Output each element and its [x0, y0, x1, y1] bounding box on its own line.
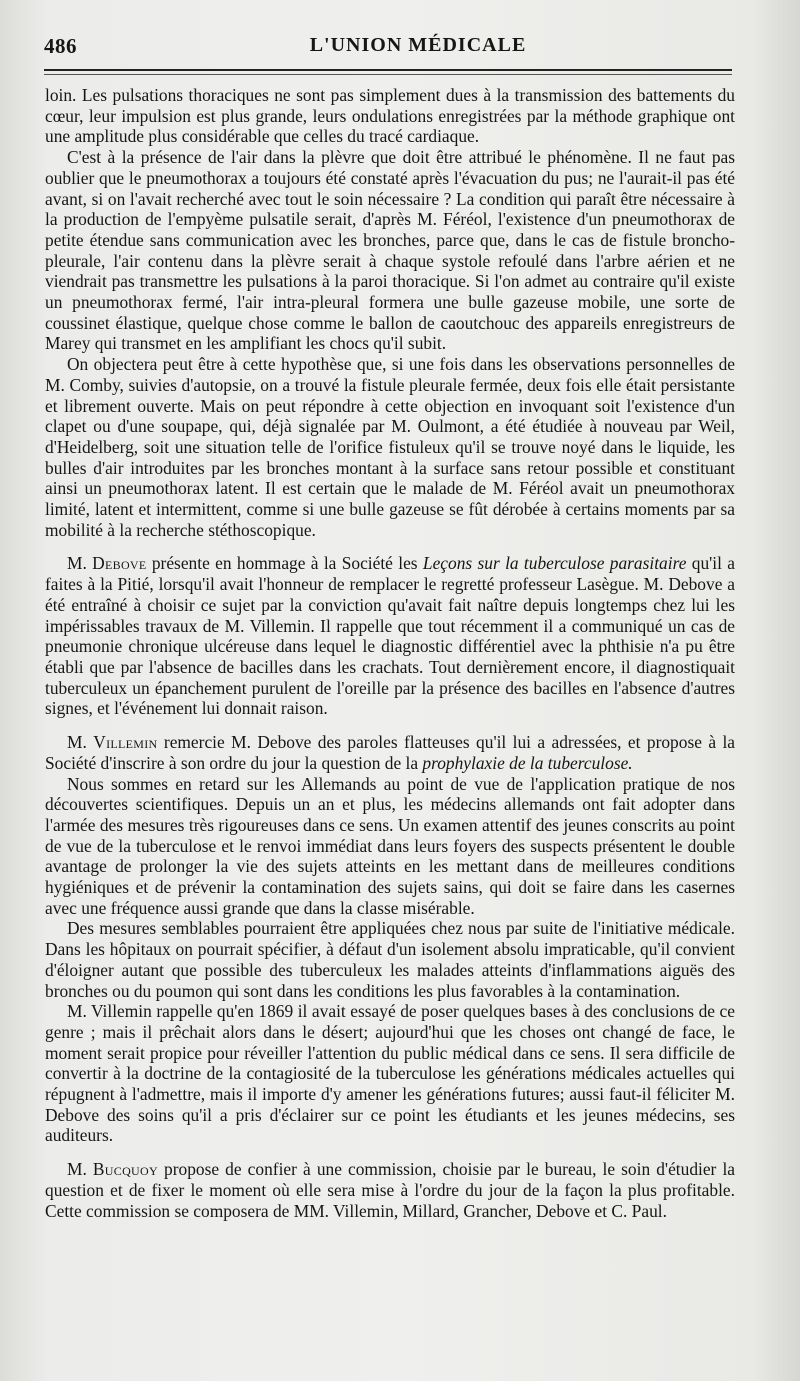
paragraph-1: loin. Les pulsations thoraciques ne sont pas simplement dues à la transmission des battements du cœur, leur impulsion est plus grande, leurs ondulations enregistrées par la méthode graphique ont une amplitude plus considérable que celles du tracé cardiaque.	[45, 85, 735, 147]
speaker-name-bucquoy: Bucquoy	[92, 1159, 158, 1180]
book-title: Leçons sur la tuberculose parasitaire	[422, 553, 687, 574]
paragraph-2: C'est à la présence de l'air dans la plèvre que doit être attribué le phénomène. Il ne faut pas oublier que le pneumothorax a toujours été constaté après l'évacuation du pus; ne l'aurait-il pas été avant, si on l'avait recherché avec tout le soin nécessaire ? La condition qui paraît être nécessaire à la production de l'empyème pulsatile serait, d'après M. Féréol, l'existence d'un pneumothorax de petite étendue sans communication avec les bronches, parce que, dans le cas de fistule broncho-pleurale, l'air contenu dans la plèvre serait à chaque systole refoulé dans l'arbre aérien et ne viendrait pas transmettre les pulsations à la paroi thoracique. Si l'on admet au contraire qu'il existe un pneumothorax fermé, l'air intra-pleural formera une bulle gazeuse mobile, une sorte de coussinet élastique, quelque chose comme le ballon de caoutchouc des appareils enregistreurs de Marey qui transmet en les amplifiant les chocs qu'il subit.	[45, 147, 735, 354]
running-title: L'UNION MÉDICALE	[309, 34, 527, 56]
page-header	[44, 34, 732, 62]
paragraph-debove: M. Debove présente en hommage à la Société les Leçons sur la tuberculose parasitaire qu'il a faites à la Pitié, lorsqu'il avait l'honneur de remplacer le regretté professeur Lasègue. M. Debove a été entraîné à choisir ce sujet par la conviction qu'avait fait naître depuis longtemps chez lui les impérissables travaux de M. Villemin. Il rappelle que tout récemment il a communiqué un cas de pneumonie chronique ulcéreuse dans lequel le diagnostic différentiel avec la phthisie n'a pu être établi que par l'absence de bacilles dans les crachats. Tout dernièrement encore, il diagnostiquait tuberculeux un épanchement purulent de l'oreille par la présence des bacilles en l'absence d'autres signes, et l'événement lui donnait raison.	[45, 553, 735, 719]
page-number: 486	[44, 34, 77, 58]
speaker-name-villemin: Villemin	[93, 732, 158, 753]
header-rule	[44, 69, 732, 75]
paragraph-8: M. Villemin rappelle qu'en 1869 il avait essayé de poser quelques bases à des conclusions de ce genre ; mais il prêchait alors dans le désert; aujourd'hui que les choses ont changé de face, le moment serait propice pour réveiller l'attention du public médical dans ce sens. Il sera difficile de convertir à la doctrine de la contagiosité de la tuberculose les générations médicales actuelles qui répugnent à l'admettre, mais il importe d'y amener les générations futures; aussi faut-il féliciter M. Debove des soins qu'il a pris d'éclairer sur ce point les étudiants et les jeunes médecins, ses auditeurs.	[45, 1001, 735, 1146]
proposed-topic: prophylaxie de la tuberculose.	[422, 752, 633, 773]
paragraph-villemin: M. Villemin remercie M. Debove des paroles flatteuses qu'il lui a adressées, et propose à la Société d'inscrire à son ordre du jour la question de la prophylaxie de la tuberculose.	[45, 732, 735, 773]
speaker-name-debove: Debove	[92, 553, 147, 574]
paragraph-7: Des mesures semblables pourraient être appliquées chez nous par suite de l'initiative médicale. Dans les hôpitaux on pourrait spécifier, à défaut d'un isolement absolu impraticable, qu'il convient d'éloigner autant que possible des tuberculeux les malades atteints d'inflammations aiguës des bronches ou du poumon qui sont dans les conditions les plus favorables à la contamination.	[45, 918, 735, 1001]
paragraph-bucquoy: M. Bucquoy propose de confier à une commission, choisie par le bureau, le soin d'étudier la question et de fixer le moment où elle sera mise à l'ordre du jour de la façon la plus profitable. Cette commission se composera de MM. Villemin, Millard, Grancher, Debove et C. Paul.	[45, 1159, 735, 1221]
paragraph-3: On objectera peut être à cette hypothèse que, si une fois dans les observations personnelles de M. Comby, suivies d'autopsie, on a trouvé la fistule pleurale fermée, deux fois elle était persistante et librement ouverte. Mais on peut répondre à cette objection en invoquant soit l'existence d'un clapet ou d'une soupape, qui, déjà signalée par M. Oulmont, a été étudiée à nouveau par Weil, d'Heidelberg, soit une situation telle de l'orifice fistuleux qu'il se trouve noyé dans le liquide, les bulles d'air introduites par les bronches montant à la surface sans retour possible et constituant ainsi un pneumothorax latent. Il est certain que le malade de M. Féréol avait un pneumothorax limité, latent et intermittent, comme si une bulle gazeuse se fût dérobée à certains moments par sa mobilité à la recherche stéthoscopique.	[45, 354, 735, 540]
paragraph-6: Nous sommes en retard sur les Allemands au point de vue de l'application pratique de nos découvertes scientifiques. Depuis un an et plus, les médecins allemands ont fait adopter dans l'armée des mesures très rigoureuses dans ce sens. Un examen attentif des jeunes conscrits au point de vue de la tuberculose et le renvoi immédiat dans leurs foyers des suspects présentent le double avantage de prolonger la vie des sujets atteints en les mettant dans de meilleures conditions hygiéniques et de prévenir la contamination des sujets sains, qui doit se faire dans les casernes avec une fréquence aussi grande que dans la classe misérable.	[45, 773, 735, 918]
article-body	[45, 85, 735, 1221]
